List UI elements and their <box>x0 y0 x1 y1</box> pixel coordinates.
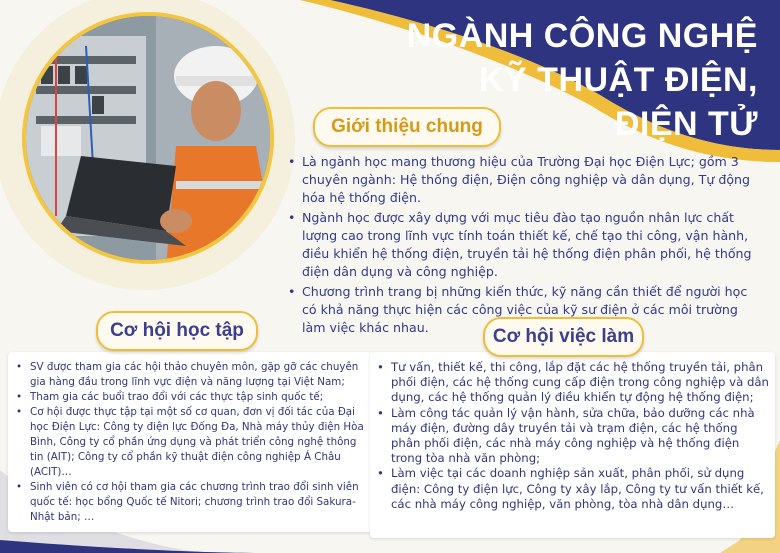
study-item: • Cơ hội được thực tập tại một số cơ quan, đơn vị đối tác của Đại học Điện Lực: Công ty điện lực Đống Đa, Nhà máy thủy điện Hòa Bình, Công ty cổ phần ứng dụng và phát triển công nghệ thông tin (AIT); Công ty cổ phần kỹ thuật điện công nghiệp Á Châu (ACIT)… <box>16 405 368 480</box>
career-item: • Tư vấn, thiết kế, thi công, lắp đặt các hệ thống truyền tải, phân phối điện, các hệ thống cung cấp điện trong công nghiệp và dân dụng, các hệ thống quản lý điều khiển tự động hệ thống điện; <box>377 360 769 406</box>
intro-item: • Ngành học được xây dựng với mục tiêu đào tạo nguồn nhân lực chất lượng cao trong lĩnh vực tính toán thiết kế, chế tạo thi công, vận hành, điều khiển hệ thống điện, truyền tải hệ thống điện phân phối, hệ thống điện dân dụng và công nghiệp. <box>288 209 760 281</box>
engineer-photo <box>22 12 274 264</box>
title-line-2: KỸ THUẬT ĐIỆN, <box>479 61 758 99</box>
career-list <box>377 360 769 512</box>
career-item: • Làm công tác quản lý vận hành, sửa chữa, bảo dưỡng các nhà máy điện, đường dây truyền tải và trạm điện, các hệ thống phân phối điện, các nhà máy công nghiệp và hệ thống điện trong tòa nhà văn phòng; <box>377 406 769 467</box>
engineer-illustration <box>26 16 274 264</box>
career-heading: Cơ hội việc làm <box>483 317 644 357</box>
study-list <box>16 360 368 525</box>
career-item: • Làm việc tại các doanh nghiệp sản xuất, phân phối, sử dụng điện: Công ty điện lực, Công ty xây lắp, Công ty tư vấn thiết kế, các nhà máy công nghiệp, văn phòng, tòa nhà dân dụng… <box>377 466 769 512</box>
study-item: • Sinh viên có cơ hội tham gia các chương trình trao đổi sinh viên quốc tế: học bổng Quốc tế Nitori; chương trình trao đổi Sakura- Nhật bản; … <box>16 480 368 525</box>
intro-item: • Là ngành học mang thương hiệu của Trường Đại học Điện Lực; gồm 3 chuyên ngành: Hệ thống điện, Điện công nghiệp và dân dụng, Tự động hóa hệ thống điện. <box>288 153 760 207</box>
intro-item: • Chương trình trang bị những kiến thức, kỹ năng cần thiết để người học có khả năng thực hiện các công việc của kỹ sư điện ở các môi trường làm việc khác nhau. <box>288 283 760 337</box>
study-item: • Tham gia các buổi trao đổi với các thực tập sinh quốc tế; <box>16 390 368 405</box>
study-item: • SV được tham gia các hội thảo chuyên môn, gặp gỡ các chuyên gia hàng đầu trong lĩnh vực điện và năng lượng tại Việt Nam; <box>16 360 368 390</box>
title-line-1: NGÀNH CÔNG NGHỆ <box>406 17 758 55</box>
title-line-3: ĐIỆN TỬ <box>614 105 758 143</box>
intro-list <box>288 153 760 339</box>
study-heading: Cơ hội học tập <box>96 311 258 351</box>
intro-heading: Giới thiệu chung <box>313 107 501 147</box>
